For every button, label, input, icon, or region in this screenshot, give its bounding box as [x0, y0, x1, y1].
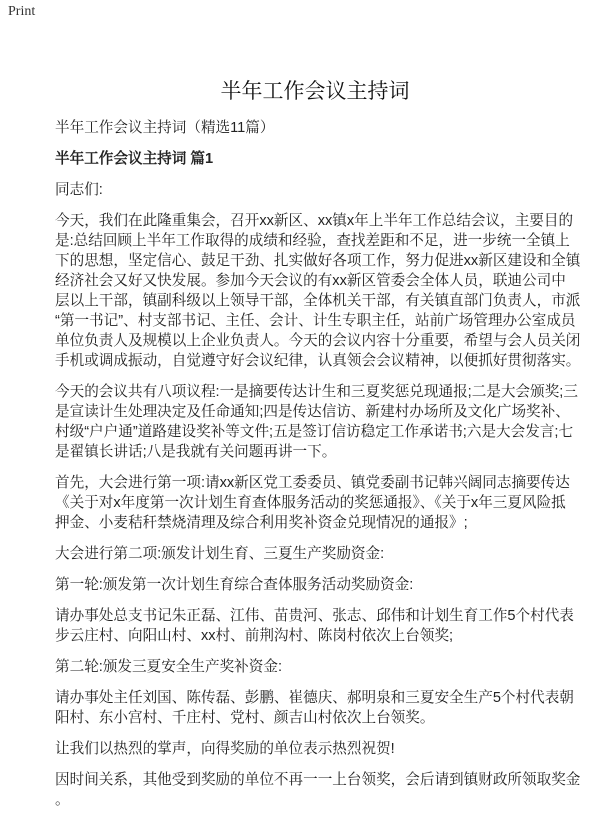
paragraph-line: 《关于对x年度第一次计划生育查体服务活动的奖惩通报》、《关于x年三夏风险抵 — [55, 495, 566, 511]
paragraph-line: 请办事处总支书记朱正磊、江伟、苗贵河、张志、邱伟和计划生育工作5个村代表 — [55, 608, 574, 624]
paragraph-line: 层以上干部，镇副科级以上领导干部，全体机关干部，有关镇直部门负责人，市派 — [55, 293, 581, 309]
paragraph-line: 步云庄村、向阳山村、xx村、前荆沟村、陈岗村依次上台领奖; — [55, 628, 454, 644]
paragraph — [55, 688, 575, 728]
heading-text: 半年工作会议主持词 篇1 — [55, 151, 214, 167]
paragraph-line: 因时间关系，其他受到奖励的单位不再一一上台领奖，会后请到镇财政所领取奖金 — [55, 772, 581, 788]
paragraph — [55, 382, 578, 462]
subtitle-text: 半年工作会议主持词（精选11篇） — [55, 120, 275, 136]
paragraph-line: 押金、小麦秸秆禁烧清理及综合利用奖补资金兑现情况的通报》; — [55, 515, 468, 531]
paragraph-line: “第一书记”、村支部书记、主任、会计、计生专职主任，站前广场管理办公室成员 — [55, 313, 576, 329]
paragraph — [55, 473, 575, 533]
paragraph-line: 手机或调成振动，自觉遵守好会议纪律，认真领会会议精神，以便抓好贯彻落实。 — [55, 353, 581, 369]
document-body — [55, 78, 581, 821]
paragraph — [55, 575, 575, 595]
paragraph-line: 请办事处主任刘国、陈传磊、彭鹏、崔德庆、郝明泉和三夏安全生产5个村代表朝 — [55, 690, 574, 706]
paragraph-line: 今天的会议共有八项议程:一是摘要传达计生和三夏奖惩兑现通报;二是大会颁奖;三 — [55, 384, 578, 400]
paragraph — [55, 606, 575, 646]
document-subtitle — [55, 118, 575, 138]
paragraph-line: 今天，我们在此隆重集会，召开xx新区、xx镇x年上半年工作总结会议，主要目的 — [55, 213, 574, 229]
paragraph-line: 第二轮:颁发三夏安全生产奖补资金: — [55, 659, 283, 675]
paragraph — [55, 544, 575, 564]
paragraph-line: 下的思想，坚定信心、鼓足干劲、扎实做好各项工作，努力促进xx新区建设和全镇 — [55, 253, 581, 269]
paragraphs — [55, 211, 581, 810]
paragraph — [55, 739, 575, 759]
paragraph — [55, 657, 575, 677]
paragraph-line: 。 — [55, 792, 70, 808]
greeting — [55, 180, 575, 200]
paragraph-line: 是:总结回顾上半年工作取得的成绩和经验，查找差距和不足，进一步统一全镇上 — [55, 233, 570, 249]
paragraph-line: 让我们以热烈的掌声，向得奖励的单位表示热烈祝贺! — [55, 741, 395, 757]
paragraph-line: 大会进行第二项:颁发计划生育、三夏生产奖励资金: — [55, 546, 385, 562]
paragraph-line: 首先，大会进行第一项:请xx新区党工委委员、镇党委副书记韩兴阔同志摘要传达 — [55, 475, 570, 491]
document-title: 半年工作会议主持词 — [220, 80, 410, 103]
paragraph-line: 村级“户户通”道路建设奖补等文件;五是签订信访稳定工作承诺书;六是大会发言;七 — [55, 424, 574, 440]
paragraph-line: 阳村、东小宫村、千庄村、党村、颜吉山村依次上台领奖。 — [55, 710, 435, 726]
paragraph-line: 单位负责人及规模以上企业负责人。今天的会议内容十分重要，希望与会人员关闭 — [55, 333, 581, 349]
paragraph-line: 是翟镇长讲话;八是我就有关问题再讲一下。 — [55, 444, 337, 460]
paragraph-line: 经济社会又好又快发展。参加今天会议的有xx新区管委会全体人员，联迪公司中 — [55, 273, 566, 289]
section-heading — [55, 149, 575, 169]
greeting-text: 同志们: — [55, 182, 103, 198]
paragraph — [55, 211, 581, 371]
paragraph-line: 是宣读计生处理决定及任命通知;四是传达信访、新建村办场所及文化广场奖补、 — [55, 404, 570, 420]
print-link[interactable]: Print — [8, 4, 36, 19]
paragraph-line: 第一轮:颁发第一次计划生育综合查体服务活动奖励资金: — [55, 577, 414, 593]
paragraph — [55, 770, 581, 810]
